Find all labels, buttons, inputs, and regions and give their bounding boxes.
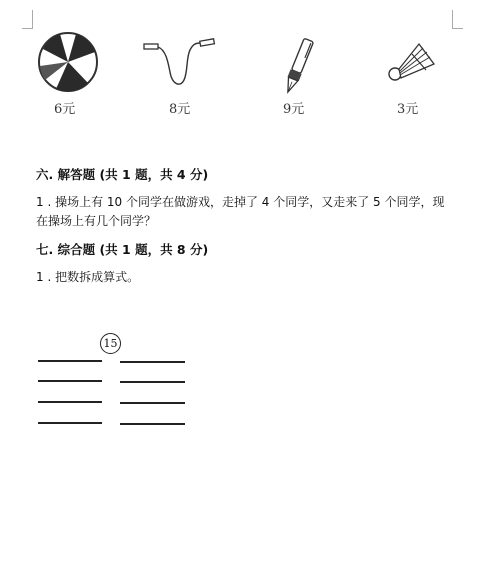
price-ball: 6元 [54,102,76,117]
section-6-question-1: 1 . 操场上有 10 个同学在做游戏，走掉了 4 个同学，又走来了 5 个同学，现在操场上有几个同学？ [36,195,445,228]
item-shuttlecock [386,42,436,86]
answer-blank[interactable] [120,402,185,404]
price-jump-rope: 8元 [169,102,191,117]
shuttlecock-icon [386,42,436,86]
section-7-heading: 七. 综合题 (共 1 题，共 8 分) [36,242,209,257]
section-7-question-1: 1 . 把数拆成算式。 [36,270,140,284]
item-ball [36,30,100,94]
price-fountain-pen: 9元 [283,102,305,117]
item-jump-rope [140,38,218,90]
ball-icon [36,30,100,94]
answer-blank[interactable] [38,360,102,362]
answer-blank[interactable] [38,422,102,424]
page-corner-mark-right [452,10,463,29]
section-6-heading: 六. 解答题 (共 1 题，共 4 分) [36,167,209,182]
answer-blank[interactable] [120,423,185,425]
answer-blank[interactable] [120,361,185,363]
item-fountain-pen [280,36,316,98]
circled-number [100,333,121,354]
price-shuttlecock: 3元 [397,102,419,117]
answer-blank[interactable] [120,381,185,383]
answer-blank[interactable] [38,380,102,382]
answer-blank[interactable] [38,401,102,403]
circled-number-value: 15 [103,337,118,350]
page-corner-mark-left [22,10,33,29]
fountain-pen-icon [280,36,316,98]
jump-rope-icon [140,38,218,90]
